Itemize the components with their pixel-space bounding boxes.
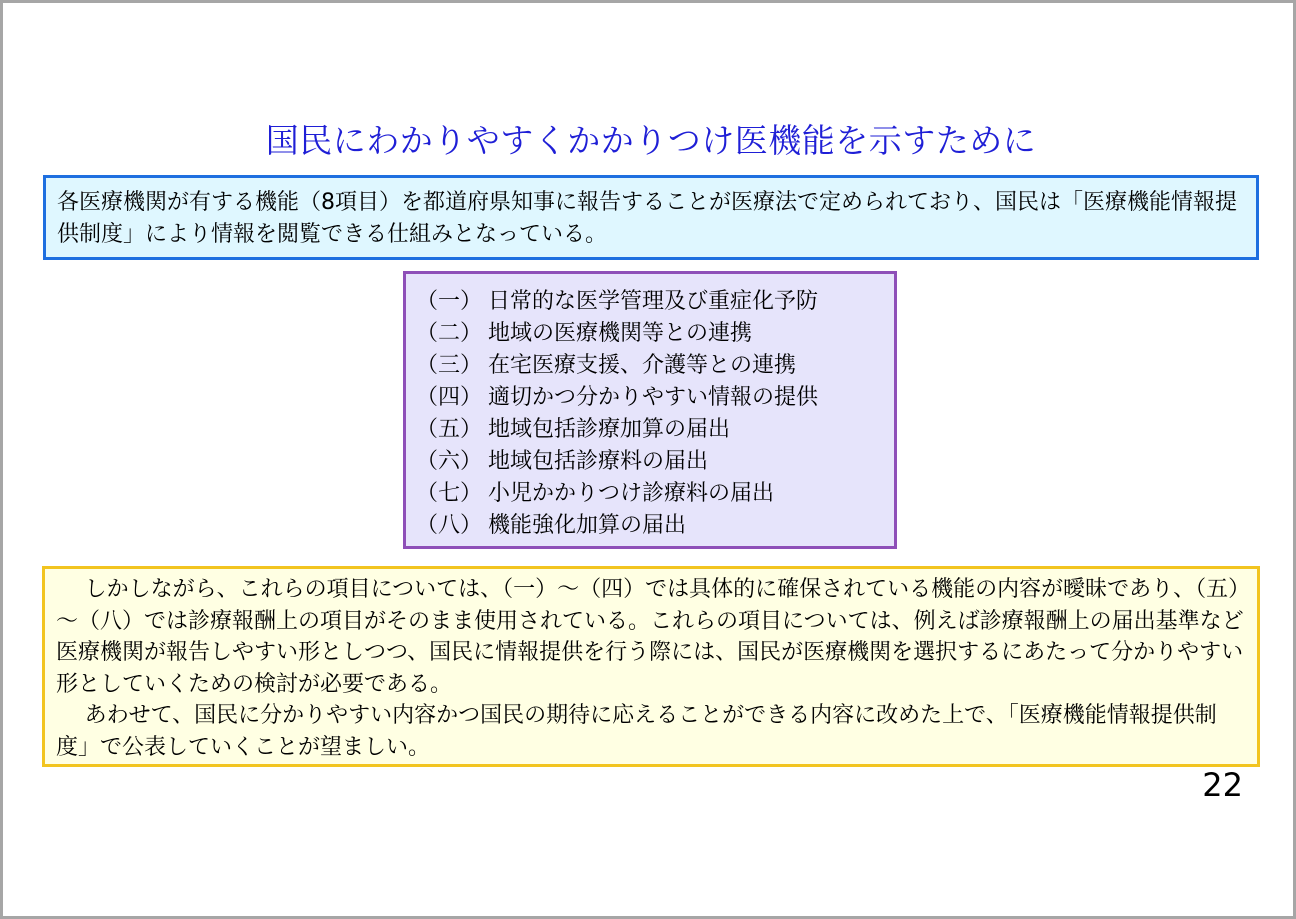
item-text: 日常的な医学管理及び重症化予防 — [488, 289, 819, 314]
item-number: （四） — [416, 385, 483, 410]
list-item — [416, 350, 894, 382]
list-item — [416, 318, 894, 350]
function-items-list — [403, 271, 897, 549]
item-number: （六） — [416, 449, 483, 474]
slide-title: 国民にわかりやすくかかりつけ医機能を示すために — [265, 121, 1037, 160]
list-item — [416, 510, 894, 542]
item-number: （二） — [416, 321, 483, 346]
list-item — [416, 478, 894, 510]
intro-box — [43, 175, 1259, 260]
list-item — [416, 446, 894, 478]
list-item — [416, 286, 894, 318]
item-number: （七） — [416, 481, 483, 506]
item-text: 小児かかりつけ診療料の届出 — [488, 481, 775, 506]
item-number: （五） — [416, 417, 483, 442]
list-item — [416, 414, 894, 446]
item-text: 地域の医療機関等との連携 — [488, 321, 753, 346]
note-paragraph: しかしながら、これらの項目については、（一）～（四）では具体的に確保されている機能の内容が曖昧であり、（五）～（八）では診療報酬上の項目がそのまま使用されている。これらの項目については、例えば診療報酬上の届出基準など医療機関が報告しやすい形としつつ、国民に情報提供を行う際には、国民が医療機関を選択するにあたって分かりやすい形としていくための検討が必要である。 — [56, 577, 1244, 697]
item-text: 機能強化加算の届出 — [488, 513, 687, 538]
note-box — [42, 566, 1260, 767]
item-number: （八） — [416, 513, 483, 538]
item-number: （三） — [416, 353, 483, 378]
intro-text: 各医療機関が有する機能（8項目）を都道府県知事に報告することが医療法で定められており、国民は「医療機能情報提供制度」により情報を閲覧できる仕組みとなっている。 — [57, 190, 1238, 247]
list-item — [416, 382, 894, 414]
item-number: （一） — [416, 289, 483, 314]
item-text: 適切かつ分かりやすい情報の提供 — [488, 385, 819, 410]
item-text: 地域包括診療加算の届出 — [488, 417, 731, 442]
note-paragraph: あわせて、国民に分かりやすい内容かつ国民の期待に応えることができる内容に改めた上で、「医療機能情報提供制度」で公表していくことが望ましい。 — [56, 703, 1217, 760]
page-number: 22 — [1202, 766, 1243, 804]
item-text: 地域包括診療料の届出 — [488, 449, 709, 474]
item-text: 在宅医療支援、介護等との連携 — [488, 353, 797, 378]
